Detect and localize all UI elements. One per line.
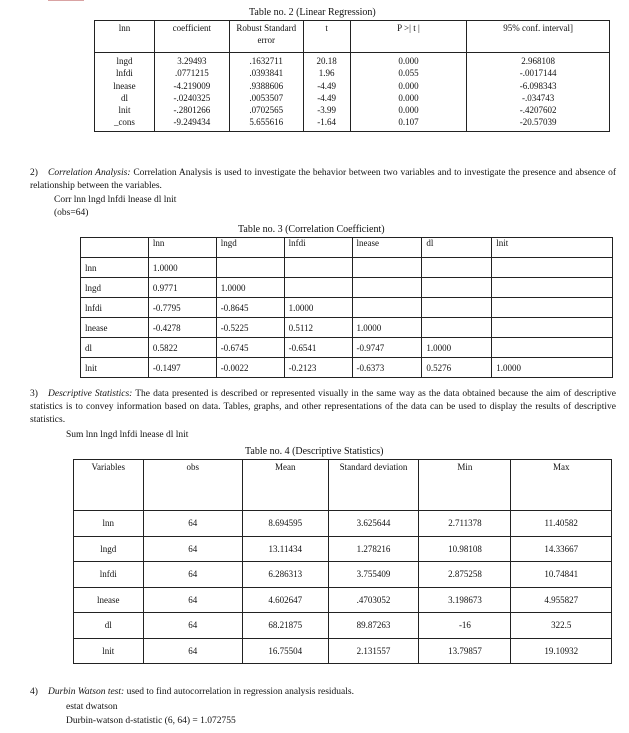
table-cell: lnn (74, 511, 144, 537)
table-cell: 19.10932 (511, 638, 612, 664)
table-cell (284, 258, 352, 278)
table3-caption: Table no. 3 (Correlation Coefficient) (238, 224, 385, 235)
table-cell: lnfdi (95, 67, 155, 79)
table-cell: -0.6745 (216, 338, 284, 358)
table-cell: -.034743 (467, 92, 610, 104)
section-descriptive-text (30, 388, 616, 427)
table-cell: -4.49 (303, 80, 350, 92)
table-cell: -.2801266 (154, 104, 229, 116)
table-cell: lnease (95, 80, 155, 92)
header-cell: 95% conf. interval] (467, 21, 610, 53)
table-cell: .4703052 (328, 587, 419, 613)
table-row (74, 562, 612, 588)
table-cell (352, 258, 422, 278)
table-cell: lngd (81, 278, 149, 298)
section-body: The data presented is described or represented visually in the same way as the data obtained because the aim of descriptive statistics is to convey information based on data. Tables, graphs, and other representations of the data can be used to display the results of descriptive statistics. (30, 389, 616, 425)
table-row (95, 53, 610, 68)
table-cell: 3.625644 (328, 511, 419, 537)
table-row (74, 511, 612, 537)
table-cell: 1.96 (303, 67, 350, 79)
table-cell: 68.21875 (242, 613, 328, 639)
stata-command: estat dwatson (66, 702, 118, 712)
table-row (81, 258, 613, 278)
table-cell: 0.000 (350, 92, 467, 104)
section-body: Correlation Analysis is used to investigate the behavior between two variables and to investigate the presence and absence of relationship between the variables. (30, 168, 616, 191)
table-cell: 2.968108 (467, 53, 610, 68)
table-cell: -1.64 (303, 116, 350, 131)
table-cell: 1.0000 (284, 298, 352, 318)
table-cell: -0.5225 (216, 318, 284, 338)
table-cell: -.0240325 (154, 92, 229, 104)
table-cell: -0.2123 (284, 358, 352, 378)
table-cell (216, 258, 284, 278)
table-cell: 0.5822 (148, 338, 216, 358)
table-cell: -0.1497 (148, 358, 216, 378)
table-cell: 0.107 (350, 116, 467, 131)
table-cell: 1.278216 (328, 536, 419, 562)
table-cell: 8.694595 (242, 511, 328, 537)
durbin-watson-result: Durbin-watson d-statistic (6, 64) = 1.072755 (66, 716, 236, 726)
table-cell: .0053507 (229, 92, 303, 104)
header-cell: P >| t | (350, 21, 467, 53)
table-cell (492, 278, 613, 298)
table-cell: 11.40582 (511, 511, 612, 537)
table-cell: -4.49 (303, 92, 350, 104)
table-cell (422, 318, 492, 338)
table-cell: 89.87263 (328, 613, 419, 639)
section-number: 3) (30, 389, 38, 399)
table-header-row (95, 21, 610, 53)
header-cell: lnn (148, 238, 216, 258)
table-cell: 20.18 (303, 53, 350, 68)
table-cell: -0.9747 (352, 338, 422, 358)
table-cell: 322.5 (511, 613, 612, 639)
table-cell: -6.098343 (467, 80, 610, 92)
table-row (81, 318, 613, 338)
table-cell: -.4207602 (467, 104, 610, 116)
section-heading: Correlation Analysis: (48, 168, 131, 178)
table-cell: 0.9771 (148, 278, 216, 298)
table-cell: lnit (81, 358, 149, 378)
table-cell: 6.286313 (242, 562, 328, 588)
table-cell: 64 (143, 536, 242, 562)
header-cell: lngd (216, 238, 284, 258)
table-cell: 16.75504 (242, 638, 328, 664)
table-cell: .9388606 (229, 80, 303, 92)
table-row (95, 104, 610, 116)
table-row (81, 358, 613, 378)
stata-command: Corr lnn lngd lnfdi lnease dl lnit (54, 195, 177, 205)
regression-table (94, 20, 610, 132)
table-cell: 3.755409 (328, 562, 419, 588)
table-cell: 1.0000 (148, 258, 216, 278)
table-cell: dl (81, 338, 149, 358)
table-cell (422, 278, 492, 298)
table-cell: 64 (143, 638, 242, 664)
table-cell: lnease (81, 318, 149, 338)
table-cell (492, 338, 613, 358)
header-cell: lnit (492, 238, 613, 258)
section-heading: Durbin Watson test: (48, 687, 125, 697)
top-edge-mark (48, 0, 84, 1)
table-cell: -0.7795 (148, 298, 216, 318)
table-cell (492, 298, 613, 318)
table-cell: -.0017144 (467, 67, 610, 79)
table-cell: 64 (143, 613, 242, 639)
header-cell: Variables (74, 460, 144, 511)
section-heading: Descriptive Statistics: (48, 389, 133, 399)
table-cell: -20.57039 (467, 116, 610, 131)
table-cell: 64 (143, 511, 242, 537)
section-body: used to find autocorrelation in regression analysis residuals. (126, 687, 354, 697)
table-row (81, 338, 613, 358)
table-cell: -16 (419, 613, 511, 639)
table-cell: 1.0000 (422, 338, 492, 358)
section-correlation-text (30, 167, 616, 193)
table-cell: .0771215 (154, 67, 229, 79)
table-cell: 0.000 (350, 53, 467, 68)
table-row (74, 587, 612, 613)
table-cell: lnease (74, 587, 144, 613)
table-cell: .0702565 (229, 104, 303, 116)
table-cell: lnit (95, 104, 155, 116)
table-cell: 14.33667 (511, 536, 612, 562)
header-cell: lnease (352, 238, 422, 258)
table-cell (492, 258, 613, 278)
table-row (81, 278, 613, 298)
table-cell: 2.711378 (419, 511, 511, 537)
section-durbin-watson-text (30, 686, 616, 699)
section-number: 2) (30, 168, 38, 178)
header-cell: Max (511, 460, 612, 511)
table-cell: 0.055 (350, 67, 467, 79)
header-cell: lnfdi (284, 238, 352, 258)
descriptive-table (73, 459, 612, 664)
table-row (74, 638, 612, 664)
header-cell: Mean (242, 460, 328, 511)
table-row (95, 80, 610, 92)
table-cell: 0.000 (350, 104, 467, 116)
header-cell: lnn (95, 21, 155, 53)
table-cell: -0.0022 (216, 358, 284, 378)
header-cell: Robust Standard error (229, 21, 303, 53)
table-cell: dl (95, 92, 155, 104)
table-cell: 0.5112 (284, 318, 352, 338)
table-cell: 1.0000 (216, 278, 284, 298)
header-cell: Min (419, 460, 511, 511)
table-cell (352, 298, 422, 318)
table-cell: 64 (143, 587, 242, 613)
correlation-table (80, 237, 613, 378)
table-cell (284, 278, 352, 298)
table-cell: -0.6541 (284, 338, 352, 358)
table-cell (352, 278, 422, 298)
header-cell: t (303, 21, 350, 53)
table-cell: lngd (95, 53, 155, 68)
header-cell (81, 238, 149, 258)
table-cell: 10.98108 (419, 536, 511, 562)
table-cell: lnfdi (81, 298, 149, 318)
table-cell: 3.198673 (419, 587, 511, 613)
table-cell: dl (74, 613, 144, 639)
header-cell: Standard deviation (328, 460, 419, 511)
table-cell: -0.4278 (148, 318, 216, 338)
table-cell: 64 (143, 562, 242, 588)
table-cell: .1632711 (229, 53, 303, 68)
table-cell: 0.5276 (422, 358, 492, 378)
table2-caption: Table no. 2 (Linear Regression) (249, 7, 376, 18)
header-cell: coefficient (154, 21, 229, 53)
table-row (95, 92, 610, 104)
table-row (95, 67, 610, 79)
header-cell: dl (422, 238, 492, 258)
table-cell: lnfdi (74, 562, 144, 588)
table-header-row (81, 238, 613, 258)
table-row (81, 298, 613, 318)
table-cell: 13.79857 (419, 638, 511, 664)
table-cell: -0.8645 (216, 298, 284, 318)
table-cell: 10.74841 (511, 562, 612, 588)
section-number: 4) (30, 687, 38, 697)
table-cell: .0393841 (229, 67, 303, 79)
table-cell (422, 298, 492, 318)
table-cell: 1.0000 (492, 358, 613, 378)
table-cell: -3.99 (303, 104, 350, 116)
table-cell: -0.6373 (352, 358, 422, 378)
header-cell: obs (143, 460, 242, 511)
table-cell: 13.11434 (242, 536, 328, 562)
obs-note: (obs=64) (54, 208, 89, 218)
stata-command: Sum lnn lngd lnfdi lnease dl lnit (66, 430, 189, 440)
table-cell: _cons (95, 116, 155, 131)
table4-caption: Table no. 4 (Descriptive Statistics) (245, 446, 384, 457)
table-cell: 5.655616 (229, 116, 303, 131)
table-cell: 3.29493 (154, 53, 229, 68)
table-row (74, 613, 612, 639)
table-header-row (74, 460, 612, 511)
table-cell: 4.955827 (511, 587, 612, 613)
table-row (74, 536, 612, 562)
table-cell (492, 318, 613, 338)
table-cell: 4.602647 (242, 587, 328, 613)
table-cell: -9.249434 (154, 116, 229, 131)
table-cell: lngd (74, 536, 144, 562)
table-row (95, 116, 610, 131)
table-cell: lnn (81, 258, 149, 278)
table-cell: 2.131557 (328, 638, 419, 664)
table-cell: 0.000 (350, 80, 467, 92)
table-cell: lnit (74, 638, 144, 664)
table-cell (422, 258, 492, 278)
table-cell: 2.875258 (419, 562, 511, 588)
table-cell: 1.0000 (352, 318, 422, 338)
table-cell: -4.219009 (154, 80, 229, 92)
